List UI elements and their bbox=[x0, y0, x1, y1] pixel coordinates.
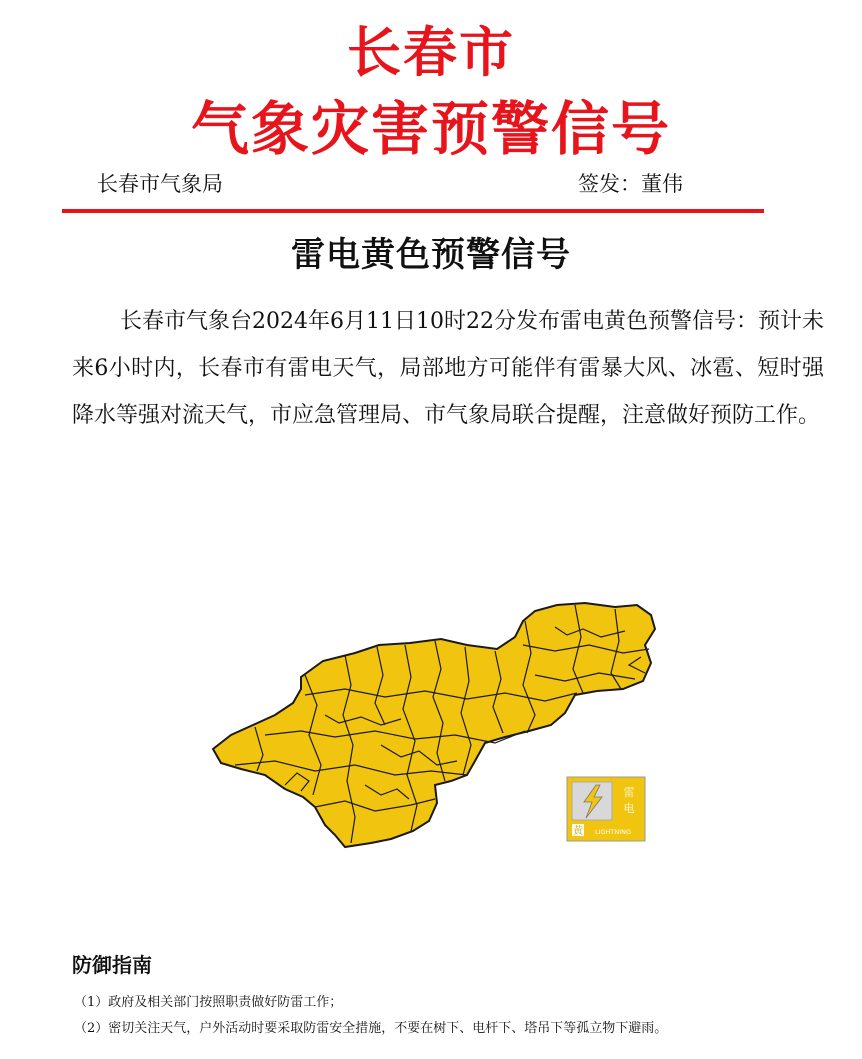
signer-label: 签发： bbox=[578, 172, 641, 196]
signal-body: 长春市气象台2024年6月11日10时22分发布雷电黄色预警信号：预计未来6小时内，长春市有雷电天气，局部地方可能伴有雷暴大风、冰雹、短时强降水等强对流天气，市应急管理局、市气象局联合提醒，注意做好预防工作。 bbox=[72, 309, 824, 428]
header-divider bbox=[62, 209, 764, 213]
defense-guide-item-2: （2）密切关注天气，户外活动时要采取防雷安全措施，不要在树下、电杆下、塔吊下等孤立物下避雨。 bbox=[74, 1021, 668, 1036]
signer-name: 董伟 bbox=[641, 172, 683, 196]
signer bbox=[578, 170, 683, 198]
defense-guide-title: 防御指南 bbox=[72, 953, 152, 977]
defense-guide-item-1: （1）政府及相关部门按照职责做好防雷工作； bbox=[74, 995, 343, 1010]
title-city: 长春市 bbox=[347, 21, 515, 84]
issuer: 长春市气象局 bbox=[97, 172, 223, 196]
title-document-type: 气象灾害预警信号 bbox=[190, 95, 671, 163]
icon-level-char: 黄 bbox=[573, 826, 583, 837]
icon-cn-label-1: 雷 bbox=[623, 786, 635, 799]
icon-cn-label-2: 电 bbox=[623, 802, 635, 815]
lightning-yellow-warning-icon bbox=[566, 776, 646, 842]
icon-en-label: LIGHTNING bbox=[594, 828, 632, 836]
signal-title: 雷电黄色预警信号 bbox=[291, 235, 571, 275]
